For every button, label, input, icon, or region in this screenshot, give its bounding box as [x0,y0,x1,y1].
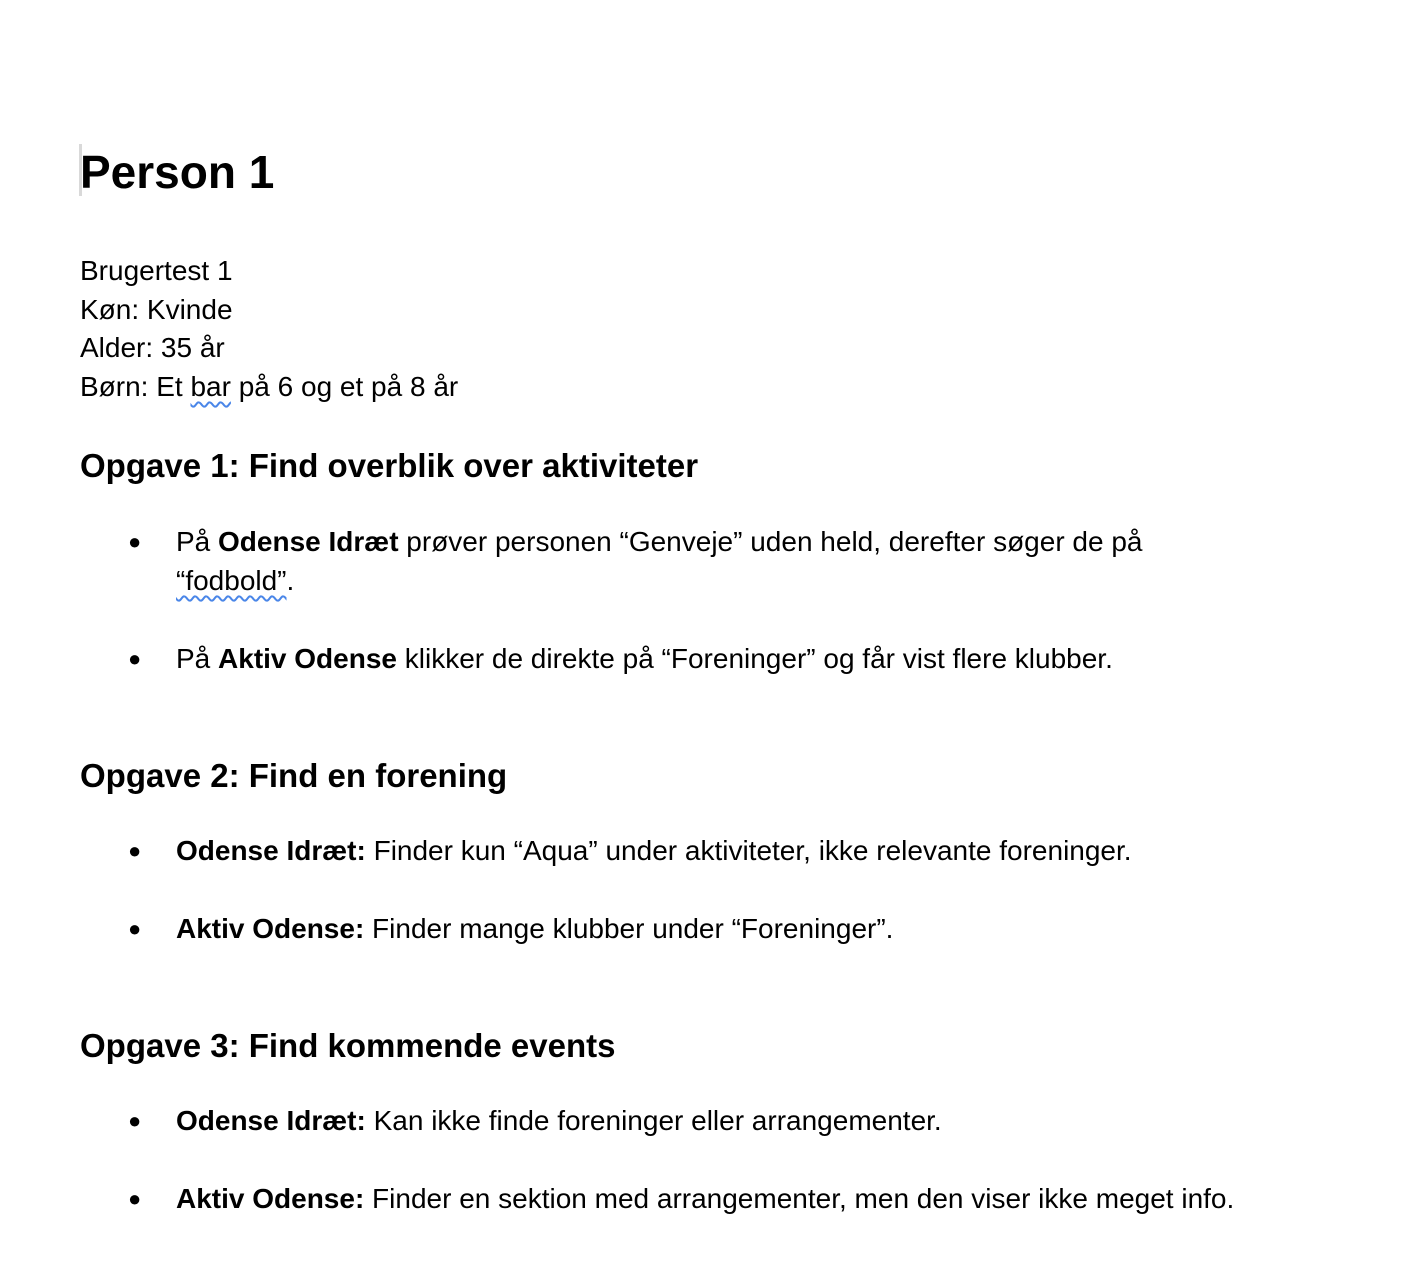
text-bold: Aktiv Odense [218,643,397,674]
text-body: prøver personen “Genveje” uden held, derefter søger de på [398,526,1143,557]
text-lead: På [176,643,219,674]
info-line-age[interactable]: Alder: 35 år [80,332,225,364]
bullet-icon: ● [128,646,142,671]
text-body: Finder kun “Aqua” under aktiviteter, ikke relevante foreninger. [365,835,1132,866]
text-tail: . [286,565,295,596]
bullet-icon: ● [128,1186,142,1211]
info-line-children[interactable] [80,368,458,407]
text-body: klikker de direkte på “Foreninger” og får vist flere klubber. [396,643,1113,674]
text-lead: På [176,526,219,557]
text-bold: Aktiv Odense: [176,1183,365,1214]
text-body: Finder en sektion med arrangementer, men den viser ikke meget info. [364,1183,1235,1214]
list-item-text [176,639,1240,678]
list-item-text [176,1179,1240,1218]
list-item-text [176,522,1240,600]
text-bold: Odense Idræt: [176,1105,366,1136]
text-bold: Aktiv Odense: [176,913,365,944]
list-item[interactable] [80,522,1240,600]
list-item-text [176,1101,1240,1140]
children-prefix: Børn: Et [80,371,191,403]
text-body: Finder mange klubber under “Foreninger”. [364,913,894,944]
participant-info [80,252,458,407]
children-suffix: på 6 og et på 8 år [230,371,459,403]
bullet-icon: ● [128,1108,142,1133]
section-heading-task-2[interactable]: Opgave 2: Find en forening [80,757,508,794]
text-bold: Odense Idræt [218,526,399,557]
bullet-icon: ● [128,529,142,554]
bullet-icon: ● [128,838,142,863]
text-bold: Odense Idræt: [176,835,366,866]
list-item[interactable] [80,1101,1240,1140]
list-item[interactable] [80,831,1240,870]
info-line-gender[interactable]: Køn: Kvinde [80,293,233,325]
list-item[interactable] [80,1179,1240,1218]
spellcheck-flagged-word[interactable]: “fodbold” [176,565,287,596]
bullet-icon: ● [128,916,142,941]
section-heading-task-1[interactable]: Opgave 1: Find overblik over aktiviteter [80,447,699,484]
document-title[interactable]: Person 1 [80,146,275,198]
list-item-text [176,831,1240,870]
info-line-test[interactable]: Brugertest 1 [80,255,233,286]
section-heading-task-3[interactable]: Opgave 3: Find kommende events [80,1027,616,1064]
list-item[interactable] [80,909,1240,948]
spellcheck-flagged-word[interactable]: bar [190,371,231,403]
text-body: Kan ikke finde foreninger eller arrangementer. [365,1105,942,1136]
list-item-text [176,909,1240,948]
list-item[interactable] [80,639,1240,678]
